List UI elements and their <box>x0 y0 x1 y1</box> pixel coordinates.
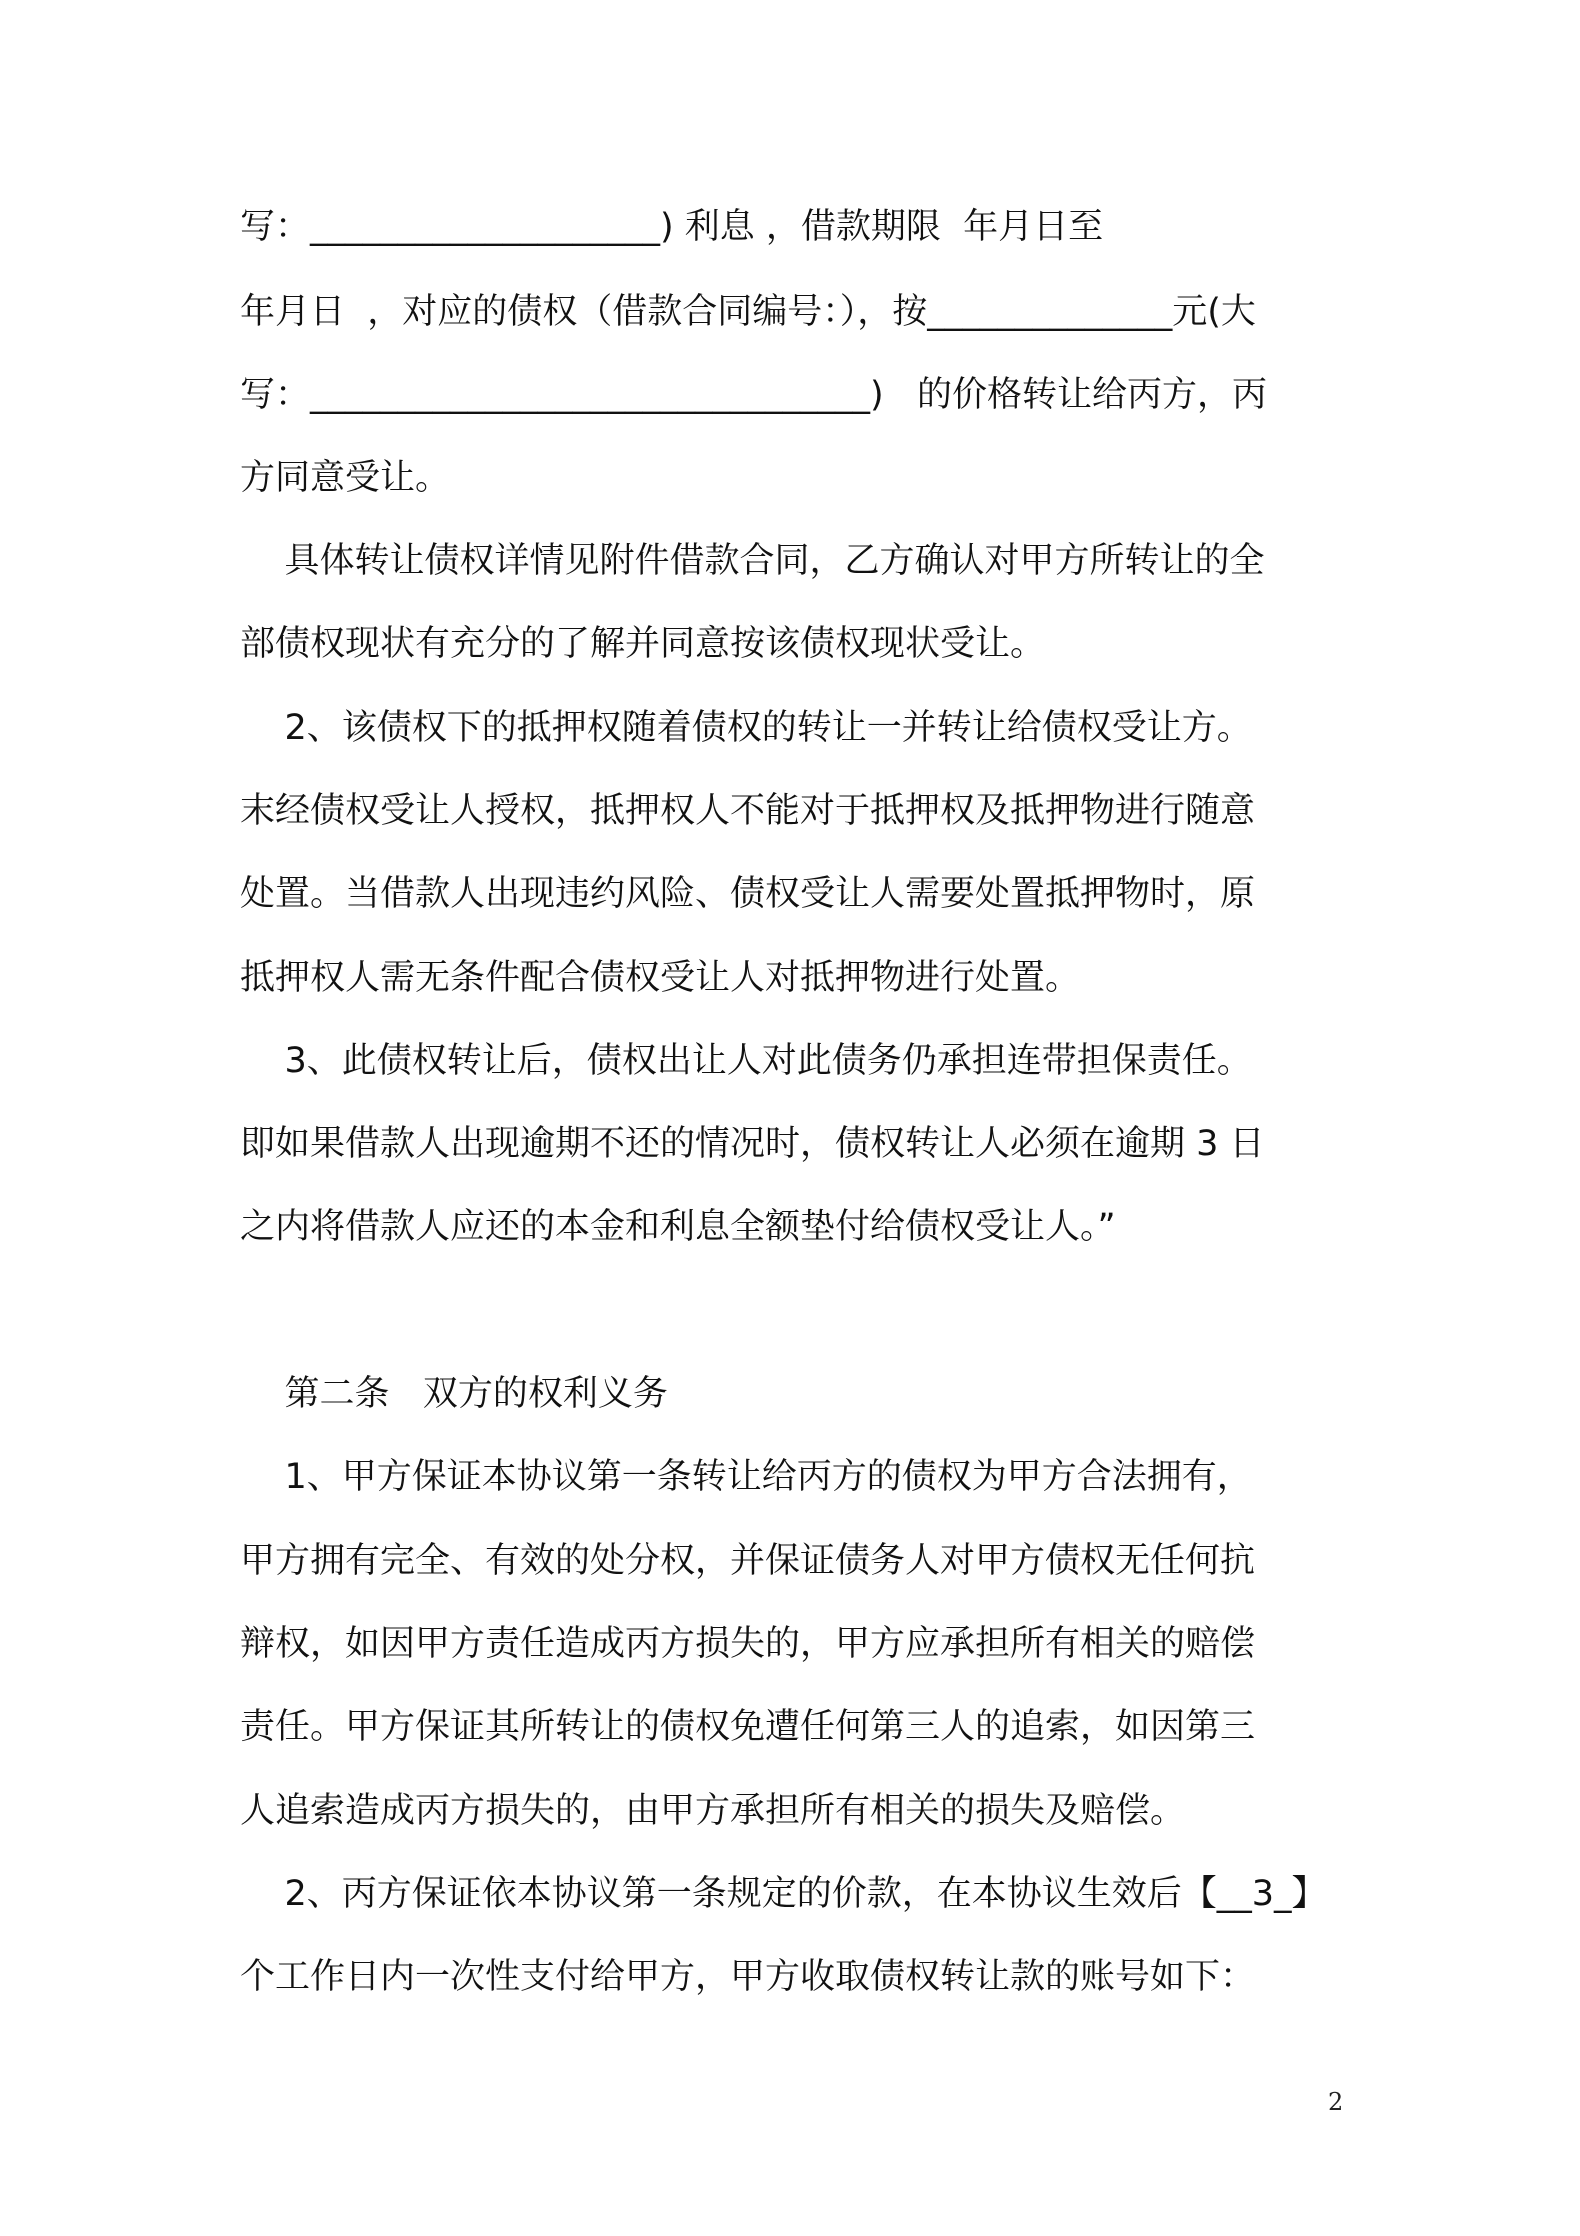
text-line: 辩权，如因甲方责任造成丙方损失的，甲方应承担所有相关的赔偿 <box>240 1624 1256 1664</box>
text-line: 之内将借款人应还的本金和利息全额垫付给债权受让人。” <box>240 1207 1116 1247</box>
text-line: 责任。甲方保证其所转让的债权免遭任何第三人的追索，如因第三 <box>240 1707 1256 1747</box>
text-line: 处置。当借款人出现违约风险、债权受让人需要处置抵押物时，原 <box>240 874 1256 914</box>
text-line: 年月日 ，对应的债权（借款合同编号：），按______________元(大 <box>240 292 1256 332</box>
text-line: 2、该债权下的抵押权随着债权的转让一并转让给债权受让方。 <box>240 708 1252 748</box>
text-line: 部债权现状有充分的了解并同意按该债权现状受让。 <box>240 624 1046 664</box>
text-line: 3、此债权转让后，债权出让人对此债务仍承担连带担保责任。 <box>240 1041 1252 1081</box>
text-line: 即如果借款人出现逾期不还的情况时，债权转让人必须在逾期 3 日 <box>240 1124 1265 1164</box>
text-line: 方同意受让。 <box>240 458 451 498</box>
page-number: 2 <box>1328 2088 1344 2116</box>
text-line: 写：________________________________) 的价格转让给丙方，丙 <box>240 375 1268 415</box>
text-line: 抵押权人需无条件配合债权受让人对抵押物进行处置。 <box>240 958 1081 998</box>
text-line: 具体转让债权详情见附件借款合同，乙方确认对甲方所转让的全 <box>240 541 1265 581</box>
text-line: 甲方拥有完全、有效的处分权，并保证债务人对甲方债权无任何抗 <box>240 1541 1256 1581</box>
text-line: 人追索造成丙方损失的，由甲方承担所有相关的损失及赔偿。 <box>240 1791 1186 1831</box>
text-line: 个工作日内一次性支付给甲方，甲方收取债权转让款的账号如下： <box>240 1957 1256 1997</box>
text-line: 末经债权受让人授权，抵押权人不能对于抵押权及抵押物进行随意 <box>240 791 1256 831</box>
text-line: 写：____________________) 利息 ，借款期限 年月日至 <box>240 207 1104 247</box>
section-heading: 第二条 双方的权利义务 <box>240 1374 668 1414</box>
text-line: 2、丙方保证依本协议第一条规定的价款，在本协议生效后【__3_】 <box>240 1874 1327 1914</box>
text-line: 1、甲方保证本协议第一条转让给丙方的债权为甲方合法拥有， <box>240 1457 1252 1497</box>
